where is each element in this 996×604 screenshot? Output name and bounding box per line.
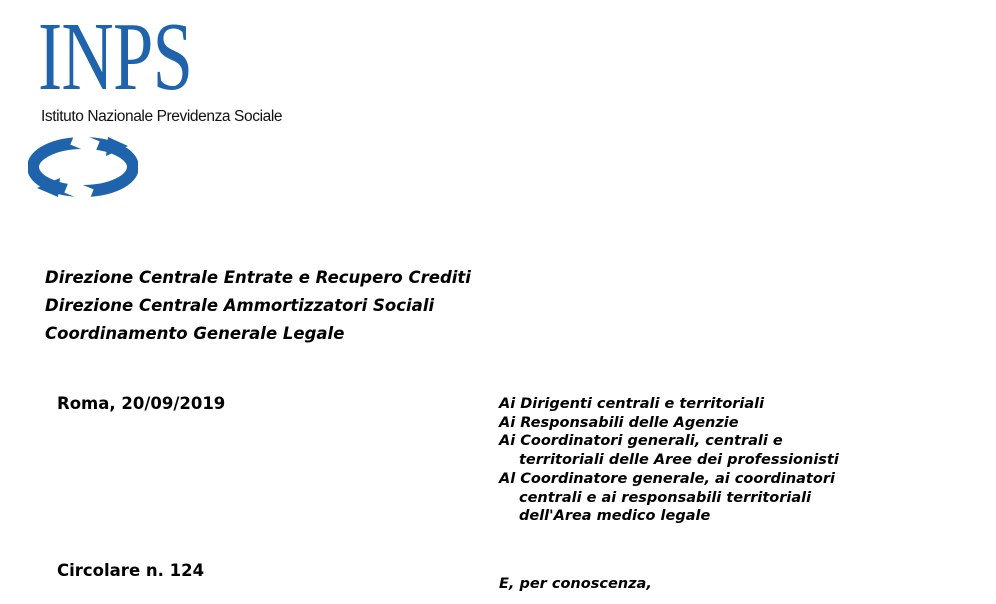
recipient-line: Ai Coordinatori generali, centrali e <box>499 433 783 450</box>
recipient-line: Al Coordinatore generale, ai coordinatori <box>499 470 835 487</box>
recipient-line: dell'Area medico legale <box>519 508 711 525</box>
logo-wordmark: INPS <box>38 3 193 111</box>
issuing-directorates <box>45 264 471 348</box>
directorate-line: Coordinamento Generale Legale <box>45 324 345 343</box>
recipient-list <box>499 395 839 526</box>
circular-number: Circolare n. 124 <box>57 561 205 580</box>
recipient-line: centrali e ai responsabili territoriali <box>519 489 812 506</box>
recipient-line: Ai Dirigenti centrali e territoriali <box>499 396 765 412</box>
directorate-line: Direzione Centrale Ammortizzatori Sociali <box>45 296 435 315</box>
circular-arrows-icon <box>28 136 138 198</box>
for-information-line: E, per conoscenza, <box>499 576 652 592</box>
logo-subtitle: Istituto Nazionale Previdenza Sociale <box>41 108 283 125</box>
recipient-line: territoriali delle Aree dei professionisti <box>519 452 839 469</box>
recipient-line: Ai Responsabili delle Agenzie <box>499 414 739 431</box>
directorate-line: Direzione Centrale Entrate e Recupero Crediti <box>45 268 471 287</box>
place-date: Roma, 20/09/2019 <box>57 394 226 413</box>
